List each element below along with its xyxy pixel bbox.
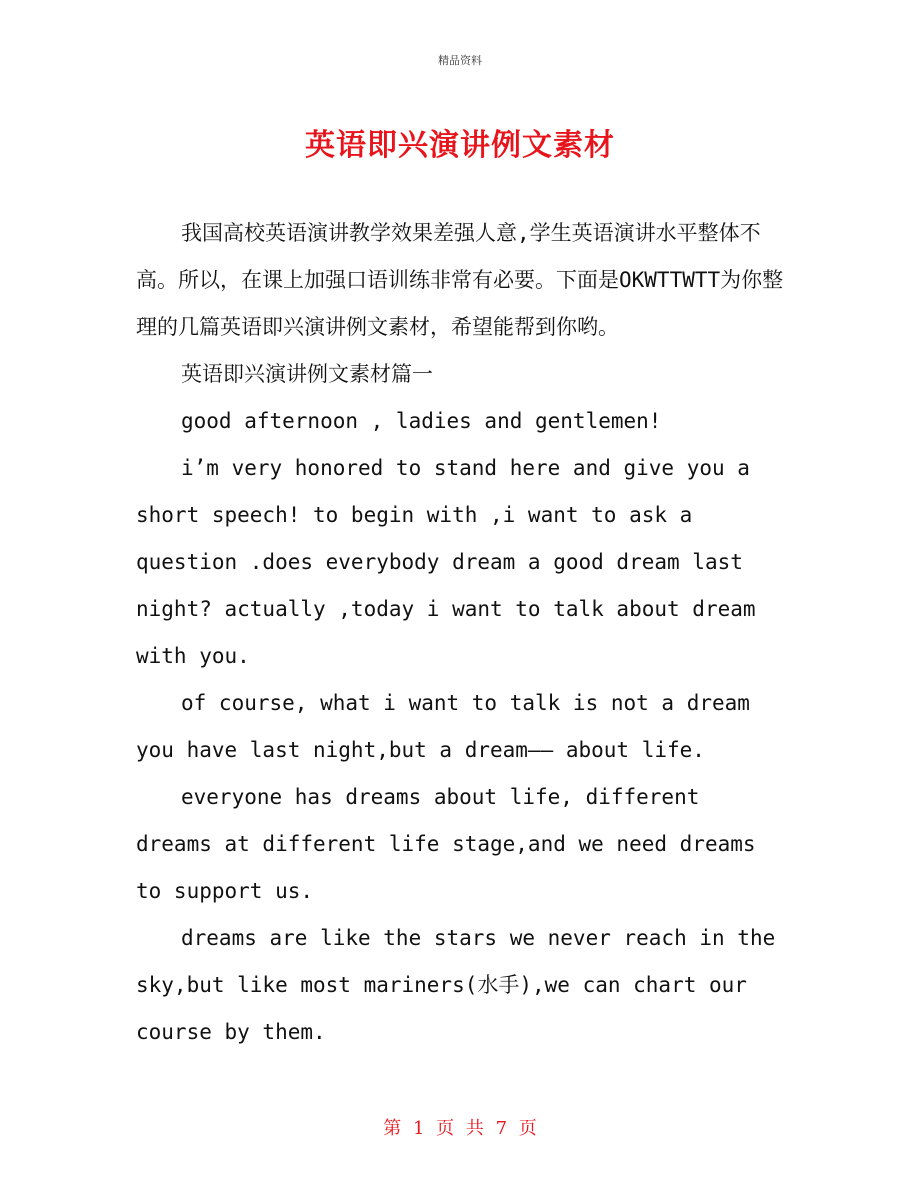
paragraph-life-stages: everyone has dreams about life, different dreams at different life stage,and we need dreams to support us. [136, 785, 756, 903]
page-number-footer: 第 1 页 共 7 页 [383, 1118, 537, 1139]
paragraph-opening: i’m very honored to stand here and give you a short speech! to begin with ,i want to ask a question .does everybody dream a good dream last night? actually ,today i want to talk about dream with you. [136, 456, 756, 668]
paragraph-stars: dreams are like the stars we never reach in the sky,but like most mariners(水手),we can chart our course by them. [136, 926, 776, 1044]
section-heading: 英语即兴演讲例文素材篇一 [181, 362, 433, 386]
paragraph-greeting: good afternoon , ladies and gentlemen! [181, 409, 662, 433]
document-title: 英语即兴演讲例文素材 [305, 128, 615, 163]
page-header-label: 精品资料 [438, 54, 482, 67]
document-body [136, 210, 786, 1056]
paragraph-dream-topic: of course, what i want to talk is not a dream you have last night,but a dream—— about life. [136, 691, 750, 762]
paragraph-intro: 我国高校英语演讲教学效果差强人意,学生英语演讲水平整体不高。所以，在课上加强口语训练非常有必要。下面是OKWTTWTT为你整理的几篇英语即兴演讲例文素材，希望能帮到你哟。 [136, 221, 784, 339]
